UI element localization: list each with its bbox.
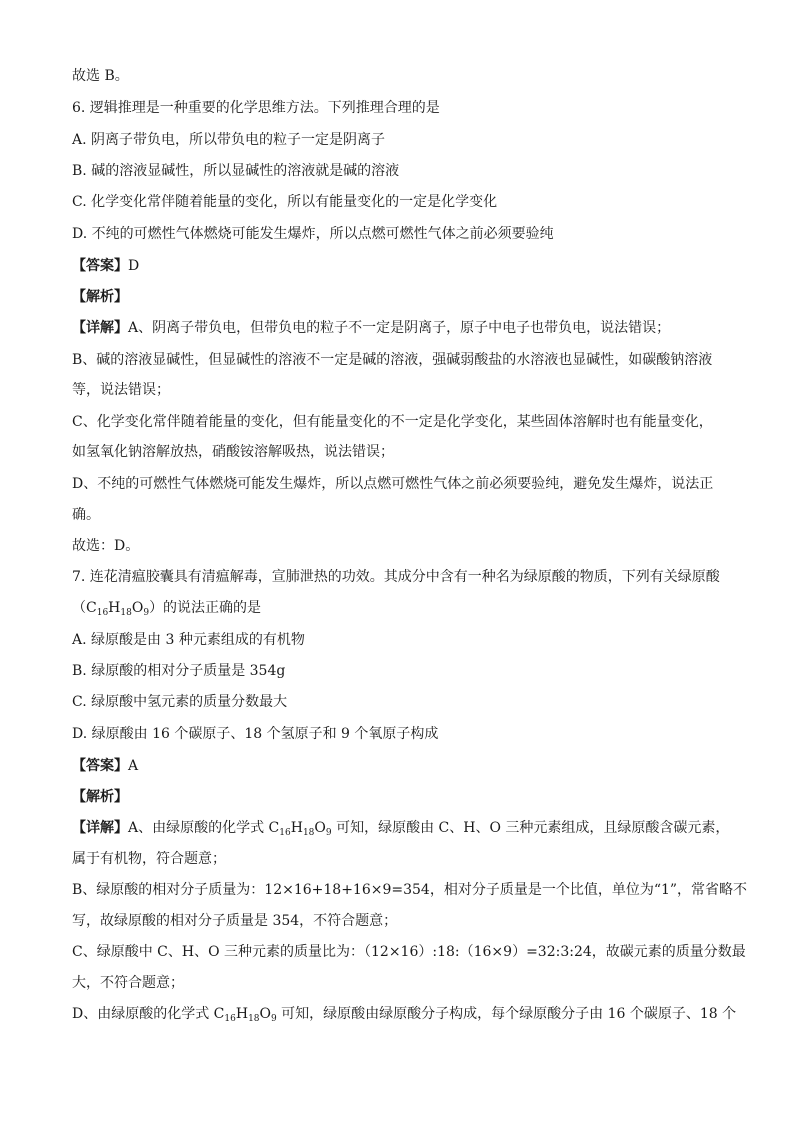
answer-value: D [128, 258, 140, 274]
text-span: O [131, 600, 144, 616]
option-b: B. 碱的溶液显碱性，所以显碱性的溶液就是碱的溶液 [72, 163, 400, 179]
question-7-stem: 7. 连花清瘟胶囊具有清瘟解毒，宣肺泄热的功效。其成分中含有一种名为绿原酸的物质，下列有关绿原酸 [72, 569, 720, 585]
subscript: 16 [96, 608, 109, 618]
analysis-line [72, 787, 732, 807]
option-d: D. 不纯的可燃性气体燃烧可能发生爆炸，所以点燃可燃性气体之前必须要验纯 [72, 226, 554, 242]
text-span: 可知，绿原酸由绿原酸分子构成，每个绿原酸分子由 16 个碳原子、18 个 [276, 1006, 737, 1022]
text-line [72, 1004, 737, 1024]
text-span: A、由绿原酸的化学式 C [128, 820, 280, 836]
analysis-tag: 【解析】 [72, 789, 128, 805]
detail-line [72, 318, 732, 338]
subscript: 9 [143, 608, 150, 618]
text-span: （C [72, 600, 97, 616]
text-span: H [108, 600, 121, 616]
text-line: 如氢氧化钠溶解放热，硝酸铵溶解吸热，说法错误； [72, 444, 394, 460]
answer-tag: 【答案】 [72, 758, 128, 774]
subscript: 16 [279, 828, 291, 838]
option-c: C. 绿原酸中氢元素的质量分数最大 [72, 694, 288, 710]
text-line: 故选：D。 [72, 538, 140, 554]
text-line: 属于有机物，符合题意； [72, 851, 226, 867]
option-a: A. 绿原酸是由 3 种元素组成的有机物 [72, 632, 305, 648]
detail-tag: 【详解】 [72, 820, 128, 836]
subscript: 9 [271, 1014, 277, 1024]
text-line: 确。 [72, 507, 100, 523]
text-line: B、绿原酸的相对分子质量为：12×16+18+16×9=354，相对分子质量是一个比值，单位为“1”，常省略不 [72, 882, 748, 898]
detail-line [72, 818, 732, 838]
text-line: D、不纯的可燃性气体燃烧可能发生爆炸，所以点燃可燃性气体之前必须要验纯，避免发生爆炸，说法正 [72, 476, 714, 492]
text-span: D、由绿原酸的化学式 C [72, 1006, 225, 1022]
subscript: 18 [302, 828, 315, 838]
text-line: B、碱的溶液显碱性，但显碱性的溶液不一定是碱的溶液，强碱弱酸盐的水溶液也显碱性，如碳酸钠溶液 [72, 352, 713, 368]
text-line: C、化学变化常伴随着能量的变化，但有能量变化的不一定是化学变化，某些固体溶解时也有能量变化， [72, 414, 713, 430]
text-line: 大，不符合题意； [72, 975, 184, 991]
answer-line [72, 756, 732, 776]
text-span: H [290, 820, 303, 836]
text-span: ）的说法正确的是 [149, 600, 262, 616]
subscript: 18 [120, 608, 132, 618]
answer-line [72, 256, 732, 276]
text-line: C、绿原酸中 C、H、O 三种元素的质量比为：（12×16）:18:（16×9）=32:3:24，故碳元素的质量分数最 [72, 944, 746, 960]
text-span: 可知，绿原酸由 C、H、O 三种元素组成，且绿原酸含碳元素， [331, 820, 730, 836]
analysis-tag: 【解析】 [72, 289, 128, 305]
text-span: O [259, 1006, 271, 1022]
question-7-formula-line [72, 598, 732, 618]
subscript: 9 [325, 828, 332, 838]
question-6-stem: 6. 逻辑推理是一种重要的化学思维方法。下列推理合理的是 [72, 100, 440, 116]
subscript: 16 [224, 1014, 236, 1024]
detail-tag: 【详解】 [72, 320, 128, 336]
text-span: O [314, 820, 326, 836]
text-span: H [235, 1006, 249, 1022]
text-line: 故选 B。 [72, 68, 129, 84]
subscript: 18 [248, 1014, 260, 1024]
answer-value: A [128, 758, 139, 774]
analysis-line [72, 287, 732, 307]
text-line: 写，故绿原酸的相对分子质量是 354，不符合题意； [72, 913, 398, 929]
option-d: D. 绿原酸由 16 个碳原子、18 个氢原子和 9 个氧原子构成 [72, 726, 439, 742]
text-line: 等，说法错误； [72, 382, 170, 398]
detail-text: A、阴离子带负电，但带负电的粒子不一定是阴离子，原子中电子也带负电，说法错误； [128, 320, 671, 336]
answer-tag: 【答案】 [72, 258, 128, 274]
option-a: A. 阴离子带负电，所以带负电的粒子一定是阴离子 [72, 132, 386, 148]
option-c: C. 化学变化常伴随着能量的变化，所以有能量变化的一定是化学变化 [72, 194, 498, 210]
option-b: B. 绿原酸的相对分子质量是 354g [72, 663, 286, 679]
